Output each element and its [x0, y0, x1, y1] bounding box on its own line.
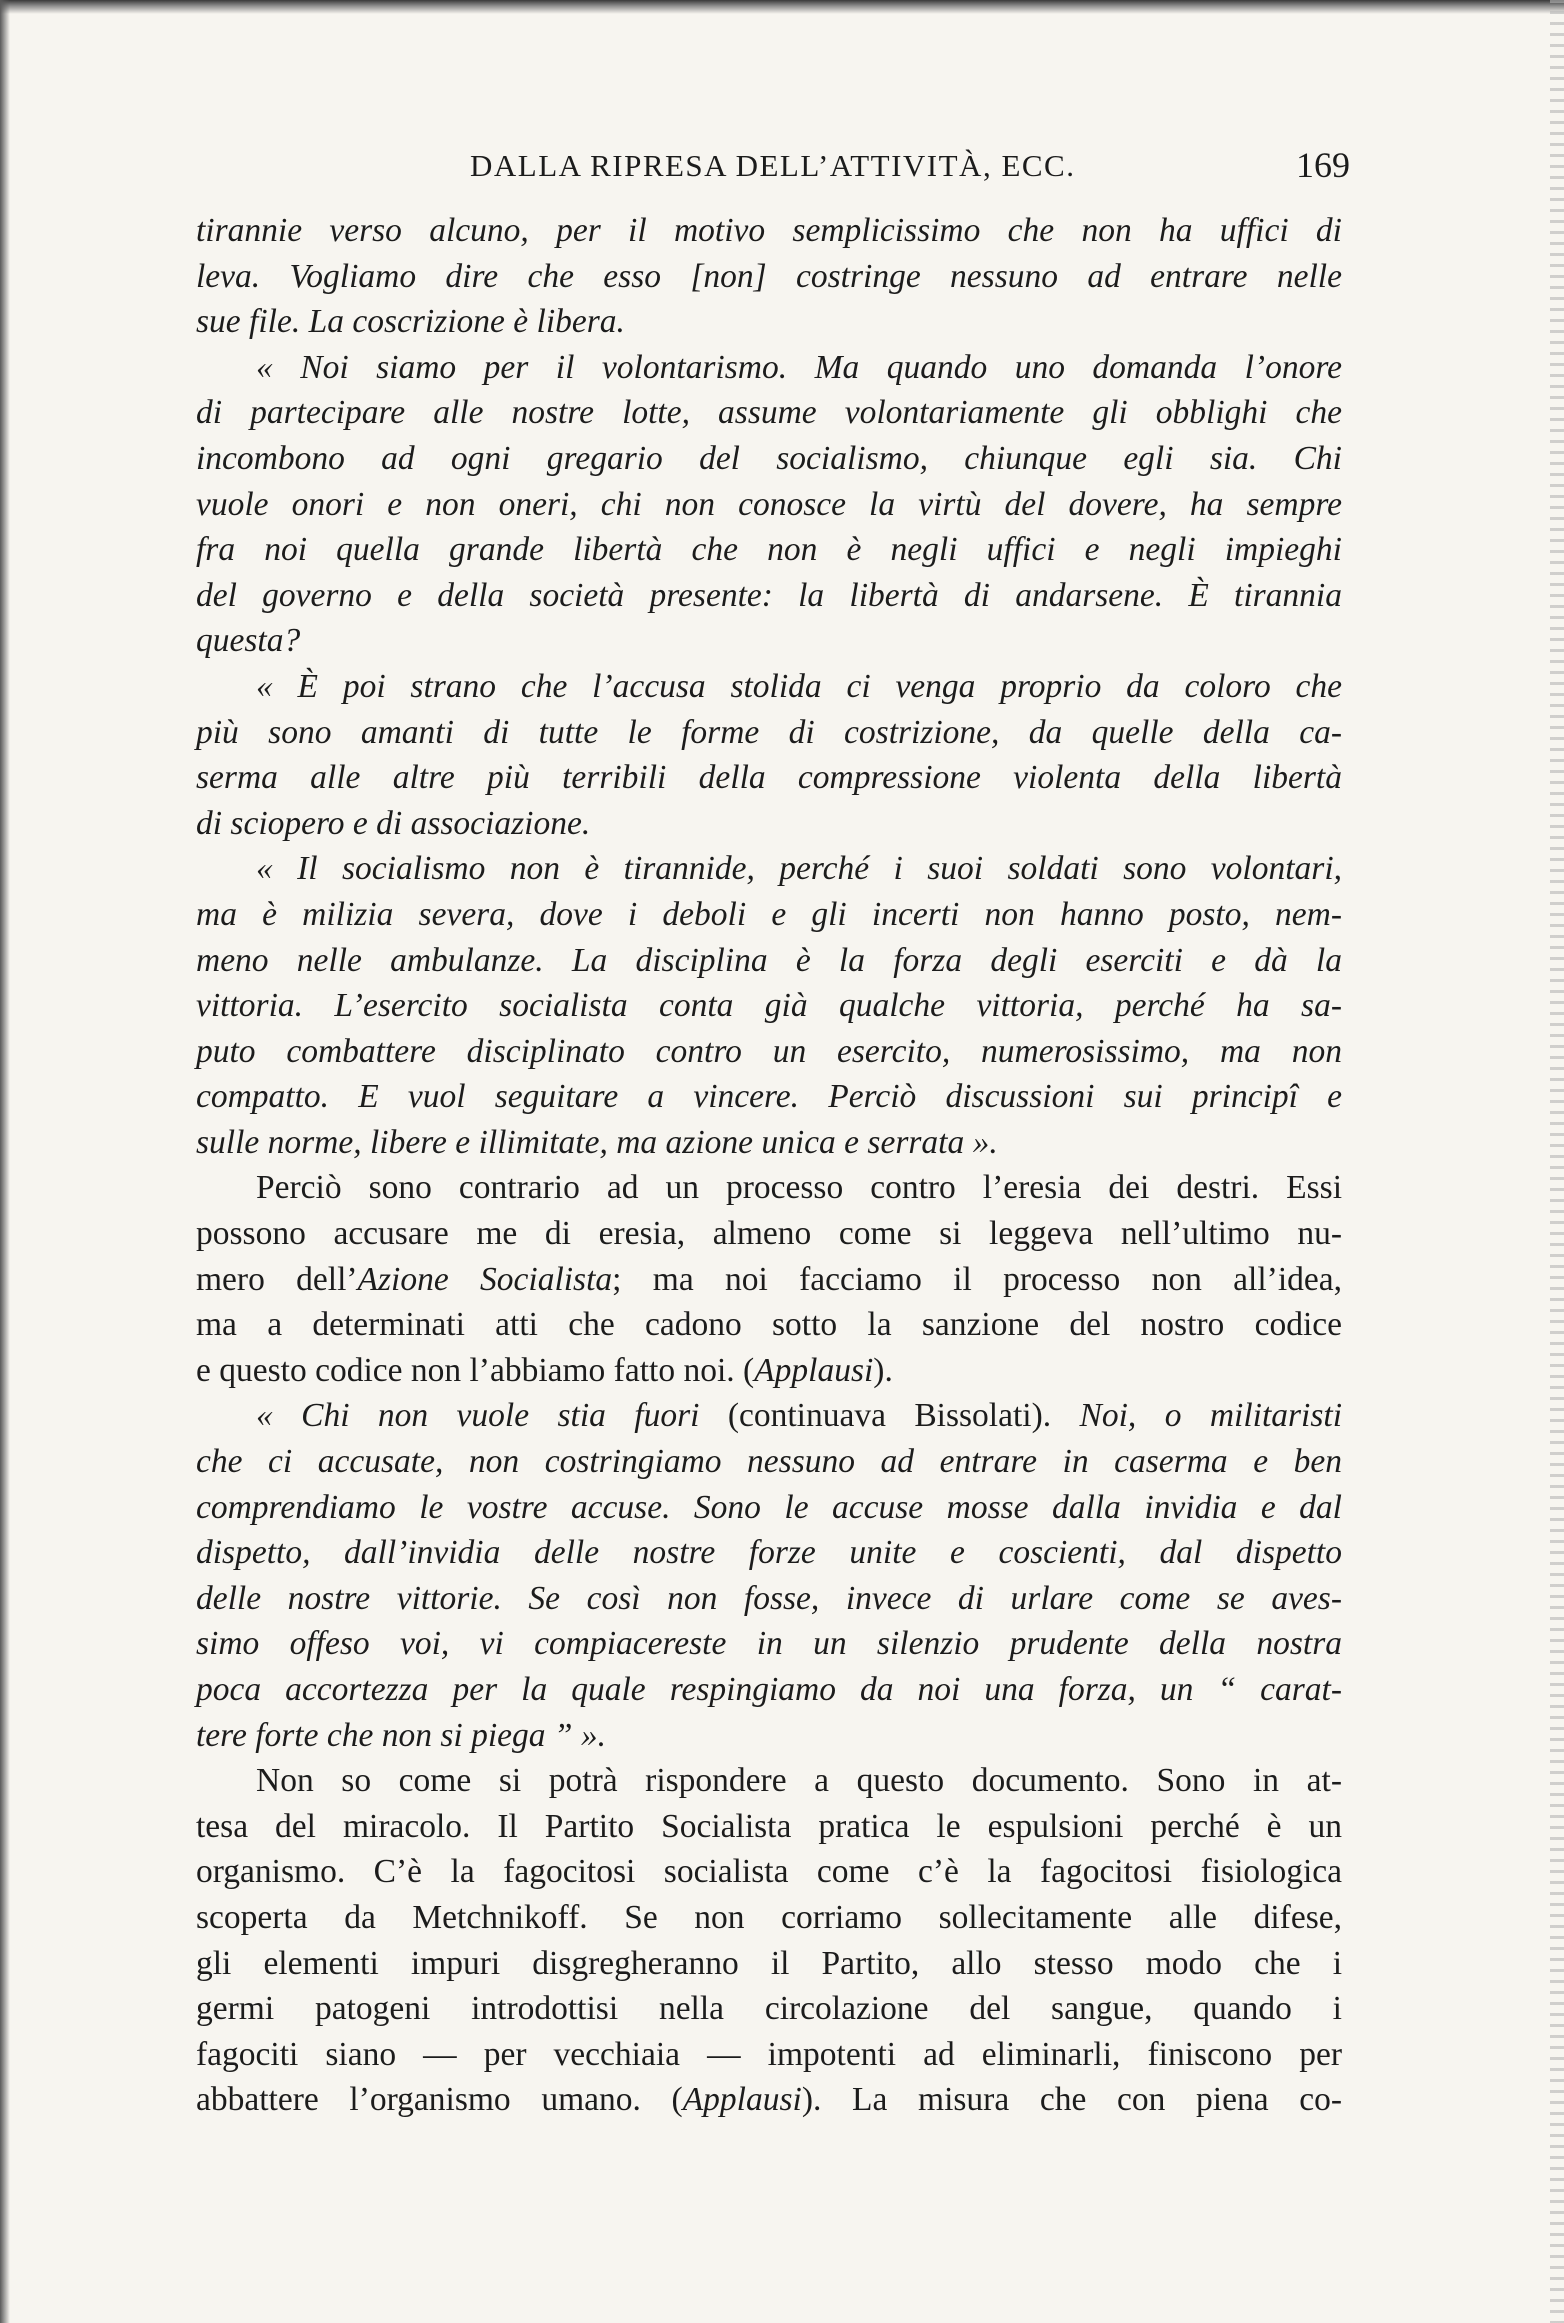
text-line: più sono amanti di tutte le forme di costrizione, da quelle della ca- — [196, 713, 1342, 751]
text-line: fra noi quella grande libertà che non è negli uffici e negli impieghi — [196, 531, 1342, 569]
text-line: meno nelle ambulanze. La disciplina è la forza degli eserciti e dà la — [196, 941, 1342, 979]
text-run: abbattere l’organismo umano. ( — [196, 2081, 683, 2119]
text-line — [196, 1348, 1342, 1394]
body-text — [196, 208, 1342, 2123]
text-line: leva. Vogliamo dire che esso [non] costringe nessuno ad entrare nelle — [196, 257, 1342, 295]
text-line: incombono ad ogni gregario del socialismo, chiunque egli sia. Chi — [196, 439, 1342, 477]
text-line — [196, 1257, 1342, 1303]
text-line — [196, 2077, 1342, 2123]
text-line: tesa del miracolo. Il Partito Socialista pratica le espulsioni perché è un — [196, 1807, 1342, 1845]
page-number: 169 — [1296, 145, 1350, 185]
text-line: sue file. La coscrizione è libera. — [196, 303, 625, 341]
text-line: « Noi siamo per il volontarismo. Ma quando uno domanda l’onore — [256, 348, 1342, 386]
text-line: scoperta da Metchnikoff. Se non corriamo sollecitamente alle difese, — [196, 1898, 1342, 1936]
scan-left-edge — [0, 0, 10, 2323]
text-line: « È poi strano che l’accusa stolida ci venga proprio da coloro che — [256, 667, 1342, 705]
text-line: compatto. E vuol seguitare a vincere. Perciò discussioni sui principî e — [196, 1078, 1342, 1116]
text-run: Applausi — [682, 2081, 802, 2119]
text-line: comprendiamo le vostre accuse. Sono le accuse mosse dalla invidia e dal — [196, 1488, 1342, 1526]
text-run: ). — [873, 1351, 893, 1389]
text-line: vuole onori e non oneri, chi non conosce la virtù del dovere, ha sempre — [196, 485, 1342, 523]
text-line: di sciopero e di associazione. — [196, 804, 591, 842]
text-run: Noi, o militaristi — [1079, 1397, 1342, 1435]
text-line: serma alle altre più terribili della compressione violenta della libertà — [196, 759, 1342, 797]
header-title: DALLA RIPRESA DELL’ATTIVITÀ, ECC. — [470, 148, 1076, 183]
text-line: ma a determinati atti che cadono sotto la sanzione del nostro codice — [196, 1306, 1342, 1344]
text-run: e questo codice non l’abbiamo fatto noi. ( — [196, 1351, 755, 1389]
text-line: questa? — [196, 622, 301, 660]
text-line: gli elementi impuri disgregheranno il Partito, allo stesso modo che i — [196, 1944, 1342, 1982]
text-run: Applausi — [754, 1351, 874, 1389]
text-line — [196, 1393, 1342, 1439]
text-line: puto combattere disciplinato contro un esercito, numerosissimo, ma non — [196, 1032, 1342, 1070]
text-line: simo offeso voi, vi compiacereste in un silenzio prudente della nostra — [196, 1625, 1342, 1663]
text-line: « Il socialismo non è tirannide, perché i suoi soldati sono volontari, — [256, 850, 1342, 888]
text-line: del governo e della società presente: la libertà di andarsene. È tirannia — [196, 576, 1342, 614]
text-line: tere forte che non si piega ” ». — [196, 1716, 606, 1754]
text-run: (continuava Bissolati). — [699, 1397, 1080, 1435]
text-line: vittoria. L’esercito socialista conta già qualche vittoria, perché ha sa- — [196, 987, 1342, 1025]
text-line: possono accusare me di eresia, almeno come si leggeva nell’ultimo nu- — [196, 1215, 1342, 1253]
scan-top-edge — [0, 0, 1564, 14]
text-line: ma è milizia severa, dove i deboli e gli incerti non hanno posto, nem- — [196, 895, 1342, 933]
text-line: fagociti siano — per vecchiaia — impotenti ad eliminarli, finiscono per — [196, 2035, 1342, 2073]
text-line: tirannie verso alcuno, per il motivo semplicissimo che non ha uffici di — [196, 212, 1342, 249]
text-line: delle nostre vittorie. Se così non fosse, invece di urlare come se aves- — [196, 1579, 1342, 1617]
text-run: Azione Socialista — [357, 1260, 613, 1298]
text-line: poca accortezza per la quale respingiamo da noi una forza, un “ carat- — [196, 1671, 1342, 1708]
text-line: organismo. C’è la fagocitosi socialista come c’è la fagocitosi fisiologica — [196, 1853, 1342, 1891]
text-run: ; ma noi facciamo il processo non all’idea, — [612, 1260, 1342, 1298]
text-line: germi patogeni introdottisi nella circolazione del sangue, quando i — [196, 1990, 1342, 2028]
running-header — [470, 145, 1350, 192]
text-line: di partecipare alle nostre lotte, assume volontariamente gli obblighi che — [196, 394, 1342, 432]
text-run: « Chi non vuole stia fuori — [256, 1397, 700, 1435]
scan-right-edge — [1550, 0, 1564, 2323]
text-run: ). La misura che con piena co- — [801, 2081, 1342, 2119]
text-line: Perciò sono contrario ad un processo contro l’eresia dei destri. Essi — [256, 1169, 1342, 1207]
text-run: mero dell’ — [196, 1260, 358, 1298]
text-line: sulle norme, libere e illimitate, ma azione unica e serrata ». — [196, 1123, 998, 1161]
text-line: che ci accusate, non costringiamo nessuno ad entrare in caserma e ben — [196, 1443, 1342, 1481]
text-line: dispetto, dall’invidia delle nostre forze unite e coscienti, dal dispetto — [196, 1534, 1342, 1572]
text-line: Non so come si potrà rispondere a questo documento. Sono in at- — [256, 1762, 1342, 1800]
